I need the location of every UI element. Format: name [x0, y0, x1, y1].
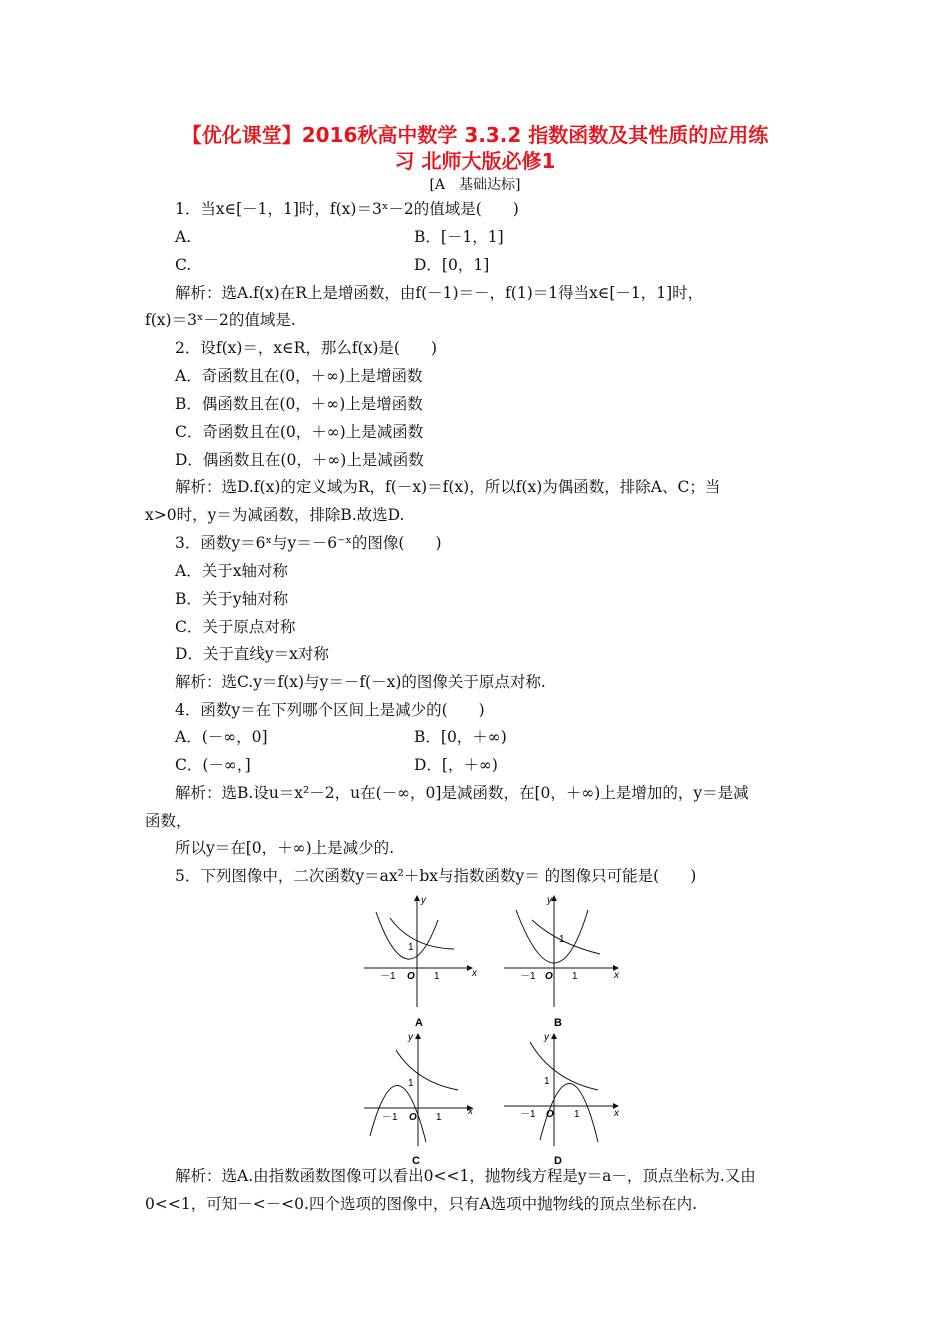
q1-solution-line1: 解析：选A.f(x)在R上是增函数，由f(－1)＝－，f(1)＝1得当x∈[－1，1]时， — [175, 284, 704, 302]
q5-solution-line1: 解析：选A.由指数函数图像可以看出0<<1，抛物线方程是y＝a－，顶点坐标为.又由 — [175, 1167, 756, 1185]
tick-pos-1: 1 — [574, 1109, 580, 1120]
x-axis-label: x — [472, 968, 477, 979]
q1-option-c: C. — [175, 256, 192, 274]
graph-option-d — [502, 1030, 622, 1170]
q5-stem: 5．下列图像中，二次函数y＝ax²＋bx与指数函数y＝ 的图像只可能是( ) — [175, 867, 697, 885]
q3-option-a: A．关于x轴对称 — [175, 562, 288, 580]
exponential-curve — [532, 920, 600, 954]
origin-label: O — [545, 971, 553, 982]
q4-solution-line3: 所以y＝在[0，＋∞)上是减少的. — [175, 839, 395, 857]
q2-option-b: B．偶函数且在(0，＋∞)上是增函数 — [175, 395, 423, 413]
document-title-line2: 习 北师大版必修1 — [394, 149, 556, 173]
q4-option-d: D．[，＋∞) — [414, 756, 498, 774]
graph-caption-a: A — [415, 1017, 423, 1029]
graph-option-c — [362, 1030, 482, 1170]
graph-option-b — [502, 892, 622, 1032]
q4-option-c: C．(－∞，] — [175, 756, 251, 774]
q4-solution-line2: 函数， — [145, 812, 192, 830]
tick-neg-1: －1 — [382, 1112, 398, 1123]
exponential-curve — [530, 1042, 598, 1090]
exponential-curve — [396, 1050, 458, 1090]
exponential-curve — [390, 918, 454, 949]
y-axis-label: y — [408, 1032, 413, 1043]
y-tick-1: 1 — [408, 1078, 414, 1089]
tick-pos-1: 1 — [436, 1112, 442, 1123]
tick-neg-1: －1 — [520, 971, 536, 982]
q1-option-a: A. — [175, 228, 192, 246]
q4-option-b: B．[0，＋∞) — [414, 728, 507, 746]
q4-option-a: A．(－∞，0] — [175, 728, 268, 746]
parabola-curve — [376, 912, 438, 959]
q2-option-c: C．奇函数且在(0，＋∞)上是减函数 — [175, 423, 424, 441]
q5-solution-line2: 0<<1，可知－<－<0.四个选项的图像中，只有A选项中抛物线的顶点坐标在内. — [145, 1195, 698, 1213]
y-axis-label: y — [421, 895, 426, 906]
y-tick-1: 1 — [408, 942, 414, 953]
q2-solution-line2: x>0时，y＝为减函数，排除B.故选D. — [145, 506, 405, 524]
q3-solution-line1: 解析：选C.y＝f(x)与y＝－f(－x)的图像关于原点对称. — [175, 673, 546, 691]
y-axis-label: y — [547, 895, 552, 906]
y-axis-label: y — [544, 1032, 549, 1043]
q2-stem: 2．设f(x)＝，x∈R，那么f(x)是( ) — [175, 339, 437, 357]
tick-neg-1: －1 — [520, 1109, 536, 1120]
q4-stem: 4．函数y＝在下列哪个区间上是减少的( ) — [175, 701, 485, 719]
q1-solution-line2: f(x)＝3ˣ－2的值域是. — [145, 311, 296, 329]
document-title-line1: 【优化课堂】2016秋高中数学 3.3.2 指数函数及其性质的应用练 — [181, 123, 769, 147]
graph-caption-d: D — [554, 1155, 562, 1167]
q1-stem: 1．当x∈[－1，1]时，f(x)＝3ˣ－2的值域是( ) — [175, 200, 519, 218]
q3-stem: 3．函数y＝6ˣ与y＝－6⁻ˣ的图像( ) — [175, 534, 442, 552]
q1-option-d: D．[0，1] — [414, 256, 490, 274]
graph-caption-c: C — [412, 1155, 420, 1167]
q2-solution-line1: 解析：选D.f(x)的定义域为R，f(－x)＝f(x)，所以f(x)为偶函数，排除A、C；当 — [175, 478, 721, 496]
y-tick-1: 1 — [559, 934, 565, 945]
tick-pos-1: 1 — [572, 971, 578, 982]
x-axis-label: x — [614, 1108, 619, 1119]
x-axis-label: x — [468, 1106, 473, 1117]
graph-caption-b: B — [554, 1017, 562, 1029]
origin-label: O — [407, 971, 415, 982]
y-tick-1: 1 — [544, 1076, 550, 1087]
parabola-curve — [516, 910, 588, 963]
origin-label: O — [409, 1112, 417, 1123]
x-axis-label: x — [614, 970, 619, 981]
q2-option-a: A．奇函数且在(0，＋∞)上是增函数 — [175, 367, 423, 385]
q3-option-d: D．关于直线y＝x对称 — [175, 645, 329, 663]
origin-label: O — [546, 1109, 554, 1120]
section-heading: [A 基础达标] — [429, 177, 521, 193]
q4-solution-line1: 解析：选B.设u＝x²－2，u在(－∞，0]是减函数，在[0，＋∞)上是增加的，y＝是减 — [175, 784, 749, 802]
q3-option-c: C．关于原点对称 — [175, 618, 296, 636]
graph-option-a — [362, 892, 482, 1032]
q2-option-d: D．偶函数且在(0，＋∞)上是减函数 — [175, 451, 424, 469]
tick-neg-1: －1 — [380, 971, 396, 982]
q1-option-b: B．[－1，1] — [414, 228, 504, 246]
q3-option-b: B．关于y轴对称 — [175, 590, 289, 608]
tick-pos-1: 1 — [434, 971, 440, 982]
